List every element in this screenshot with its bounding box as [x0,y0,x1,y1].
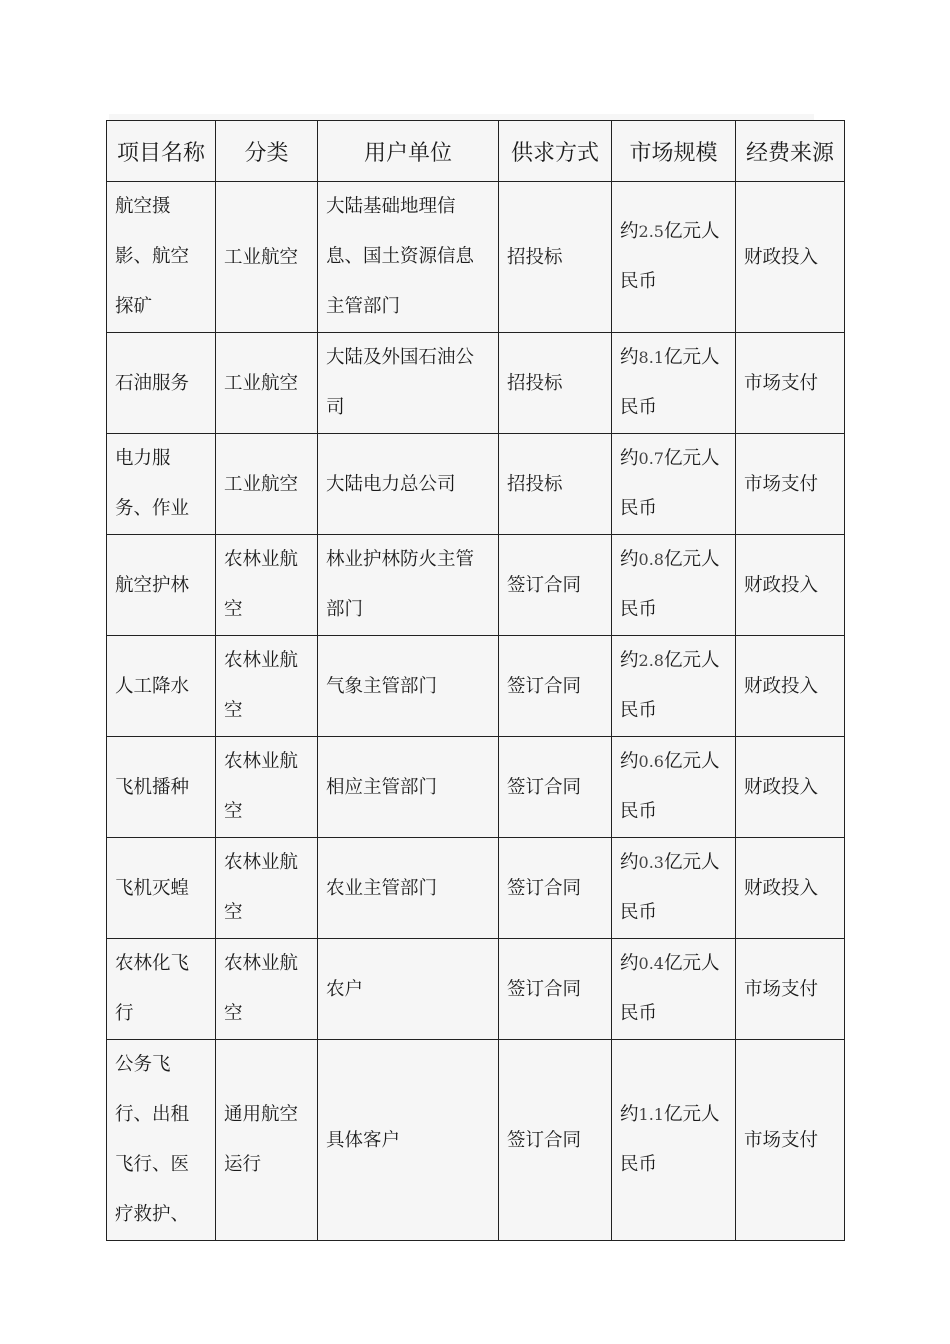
cell-category: 工业航空 [216,182,318,333]
cell-market-scale [612,636,736,737]
header-project-name: 项目名称 [107,121,216,182]
scale-unit: 亿元人民币 [620,549,720,620]
scale-prefix: 约 [620,549,639,570]
scale-unit: 亿元人民币 [620,1104,720,1175]
scale-value: 1.1 [638,1105,664,1124]
cell-supply-method: 签订合同 [499,1040,612,1241]
scale-prefix: 约 [620,650,639,671]
table-row [107,333,845,434]
cell-funding-source: 市场支付 [736,434,845,535]
header-user-unit: 用户单位 [318,121,499,182]
scale-prefix: 约 [620,852,639,873]
cell-market-scale [612,434,736,535]
scale-value: 0.4 [638,954,664,973]
scale-unit: 亿元人民币 [620,347,720,418]
cell-supply-method: 招投标 [499,182,612,333]
cell-supply-method: 签订合同 [499,535,612,636]
cell-supply-method: 签订合同 [499,636,612,737]
cell-funding-source: 财政投入 [736,535,845,636]
cell-category: 农林业航空 [216,838,318,939]
cell-market-scale [612,182,736,333]
header-supply-method: 供求方式 [499,121,612,182]
scale-prefix: 约 [620,1104,639,1125]
header-category: 分类 [216,121,318,182]
cell-user-unit: 气象主管部门 [318,636,499,737]
cell-market-scale [612,535,736,636]
cell-project-name: 农林化飞行 [107,939,216,1040]
table-row [107,434,845,535]
scale-unit: 亿元人民币 [620,448,720,519]
cell-supply-method: 招投标 [499,333,612,434]
header-funding-source: 经费来源 [736,121,845,182]
cell-project-name: 公务飞行、出租飞行、医疗救护、 [107,1040,216,1241]
cell-category: 农林业航空 [216,737,318,838]
table-row [107,182,845,333]
scale-value: 8.1 [638,348,664,367]
cell-user-unit: 农业主管部门 [318,838,499,939]
cell-user-unit: 大陆及外国石油公司 [318,333,499,434]
scale-value: 0.7 [638,449,664,468]
cell-market-scale [612,939,736,1040]
cell-funding-source: 市场支付 [736,333,845,434]
table-row [107,838,845,939]
cell-funding-source: 财政投入 [736,182,845,333]
cell-user-unit: 具体客户 [318,1040,499,1241]
scale-unit: 亿元人民币 [620,953,720,1024]
cell-supply-method: 签订合同 [499,838,612,939]
scale-prefix: 约 [620,751,639,772]
cell-user-unit: 大陆基础地理信息、国土资源信息主管部门 [318,182,499,333]
cell-market-scale [612,838,736,939]
table-row [107,535,845,636]
cell-project-name: 飞机灭蝗 [107,838,216,939]
scale-value: 0.6 [638,752,664,771]
scale-value: 0.8 [638,550,664,569]
cell-user-unit: 相应主管部门 [318,737,499,838]
table-row [107,636,845,737]
scale-prefix: 约 [620,953,639,974]
cell-project-name: 人工降水 [107,636,216,737]
cell-supply-method: 招投标 [499,434,612,535]
cell-category: 农林业航空 [216,636,318,737]
scale-unit: 亿元人民币 [620,852,720,923]
cell-user-unit: 大陆电力总公司 [318,434,499,535]
cell-market-scale [612,333,736,434]
table-row [107,737,845,838]
scale-unit: 亿元人民币 [620,650,720,721]
cell-market-scale [612,737,736,838]
cell-category: 工业航空 [216,333,318,434]
cell-project-name: 航空护林 [107,535,216,636]
cell-market-scale [612,1040,736,1241]
table-row [107,1040,845,1241]
table-header-row [107,121,845,182]
scale-value: 2.8 [638,651,664,670]
scale-value: 2.5 [638,222,664,241]
cell-supply-method: 签订合同 [499,737,612,838]
cell-funding-source: 市场支付 [736,939,845,1040]
header-market-scale: 市场规模 [612,121,736,182]
cell-user-unit: 农户 [318,939,499,1040]
cell-category: 农林业航空 [216,939,318,1040]
cell-funding-source: 财政投入 [736,737,845,838]
cell-supply-method: 签订合同 [499,939,612,1040]
cell-user-unit: 林业护林防火主管部门 [318,535,499,636]
cell-category: 农林业航空 [216,535,318,636]
cell-category: 通用航空运行 [216,1040,318,1241]
cell-category: 工业航空 [216,434,318,535]
table-row [107,939,845,1040]
scale-prefix: 约 [620,221,639,242]
cell-project-name: 飞机播种 [107,737,216,838]
cell-funding-source: 财政投入 [736,636,845,737]
cell-funding-source: 财政投入 [736,838,845,939]
cell-project-name: 航空摄影、航空探矿 [107,182,216,333]
cell-funding-source: 市场支付 [736,1040,845,1241]
scale-unit: 亿元人民币 [620,751,720,822]
scale-value: 0.3 [638,853,664,872]
scale-prefix: 约 [620,347,639,368]
cell-project-name: 石油服务 [107,333,216,434]
cell-project-name: 电力服务、作业 [107,434,216,535]
scale-unit: 亿元人民币 [620,221,720,292]
aviation-market-table [106,120,845,1241]
scale-prefix: 约 [620,448,639,469]
